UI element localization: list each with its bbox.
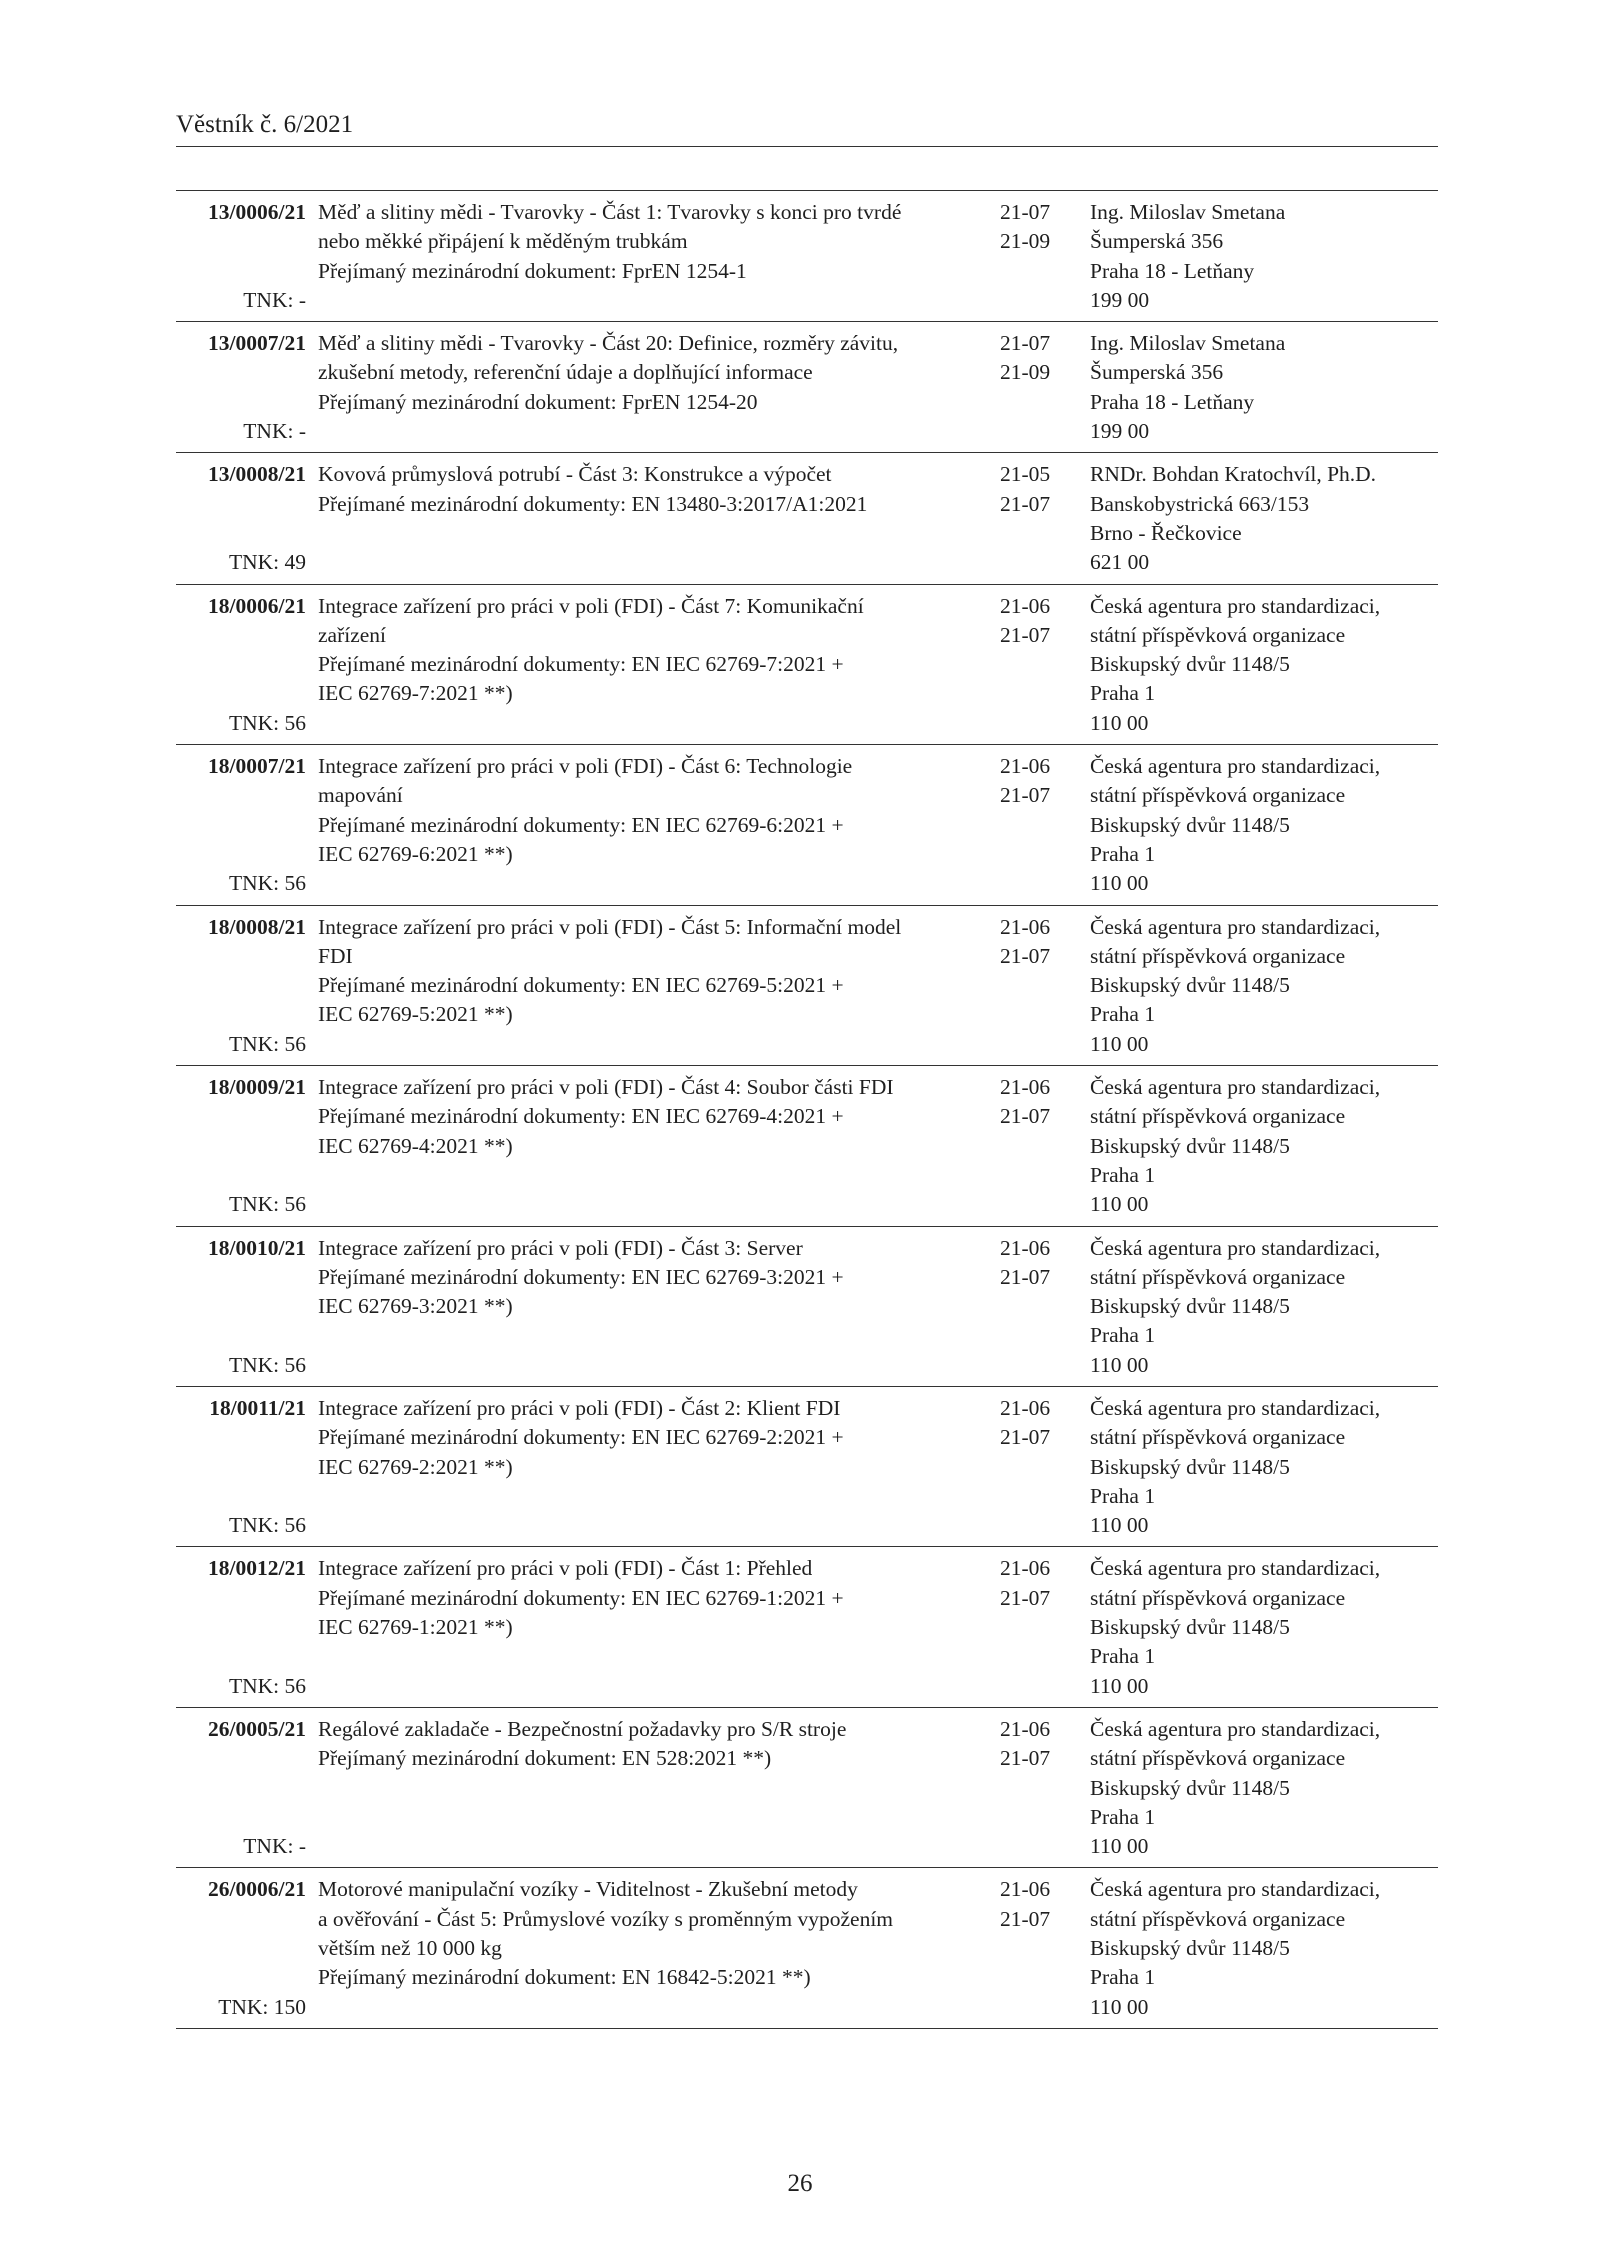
contact-line: RNDr. Bohdan Kratochvíl, Ph.D. <box>1090 462 1377 487</box>
table-row <box>176 1227 1438 1387</box>
row-identifier-cell <box>176 913 310 1059</box>
row-tnk: TNK: 49 <box>228 550 306 575</box>
row-dates-cell <box>1000 460 1090 577</box>
row-dates-cell <box>1000 1554 1090 1700</box>
row-contact-cell <box>1090 1073 1438 1219</box>
row-tnk: TNK: 56 <box>228 710 306 735</box>
description-line: Přejímané mezinárodní dokumenty: EN IEC 62769-3:2021 + <box>318 1264 844 1289</box>
description-line: Měď a slitiny mědi - Tvarovky - Část 20: Definice, rozměry závitu, <box>318 331 899 356</box>
date-value: 21-07 <box>1000 943 1051 968</box>
contact-line: Biskupský dvůr 1148/5 <box>1090 1936 1290 1961</box>
row-identifier-cell <box>176 198 310 315</box>
row-dates-cell <box>1000 752 1090 898</box>
table-row <box>176 1547 1438 1707</box>
contact-line: Česká agentura pro standardizaci, <box>1090 1395 1381 1420</box>
date-value: 21-06 <box>1000 914 1051 939</box>
table-row <box>176 1387 1438 1547</box>
description-line: Integrace zařízení pro práci v poli (FDI) - Část 7: Komunikační <box>318 593 864 618</box>
description-line: nebo měkké připájení k měděným trubkám <box>318 229 688 254</box>
date-value: 21-05 <box>1000 462 1051 487</box>
contact-line: Česká agentura pro standardizaci, <box>1090 1075 1381 1100</box>
row-number: 26/0006/21 <box>208 1877 306 1902</box>
description-line: Přejímané mezinárodní dokumenty: EN IEC 62769-4:2021 + <box>318 1104 844 1129</box>
row-tnk: TNK: 150 <box>218 1994 306 2019</box>
date-value: 21-07 <box>1000 1585 1051 1610</box>
description-line: Kovová průmyslová potrubí - Část 3: Konstrukce a výpočet <box>318 462 832 487</box>
table-row <box>176 1708 1438 1868</box>
date-value: 21-06 <box>1000 1395 1051 1420</box>
row-contact-cell <box>1090 1875 1438 2021</box>
row-description-cell <box>310 329 1000 446</box>
contact-line: Česká agentura pro standardizaci, <box>1090 1716 1381 1741</box>
date-value: 21-07 <box>1000 783 1051 808</box>
description-line: Přejímaný mezinárodní dokument: EN 16842-5:2021 **) <box>318 1965 811 1990</box>
description-line: Integrace zařízení pro práci v poli (FDI) - Část 2: Klient FDI <box>318 1395 841 1420</box>
row-description-cell <box>310 1715 1000 1861</box>
contact-line: Česká agentura pro standardizaci, <box>1090 1556 1381 1581</box>
contact-line: státní příspěvková organizace <box>1090 1264 1346 1289</box>
description-line: Přejímané mezinárodní dokumenty: EN IEC 62769-5:2021 + <box>318 973 844 998</box>
description-line: Přejímané mezinárodní dokumenty: EN 13480-3:2017/A1:2021 <box>318 491 868 516</box>
date-value: 21-06 <box>1000 754 1051 779</box>
description-line: Regálové zakladače - Bezpečnostní požadavky pro S/R stroje <box>318 1716 847 1741</box>
description-line: Integrace zařízení pro práci v poli (FDI) - Část 4: Soubor části FDI <box>318 1075 894 1100</box>
contact-line: Šumperská 356 <box>1090 229 1224 254</box>
description-line: Integrace zařízení pro práci v poli (FDI) - Část 1: Přehled <box>318 1556 813 1581</box>
description-line: Přejímané mezinárodní dokumenty: EN IEC 62769-1:2021 + <box>318 1585 844 1610</box>
contact-line: 621 00 <box>1090 550 1150 575</box>
row-dates-cell <box>1000 198 1090 315</box>
row-identifier-cell <box>176 1394 310 1540</box>
date-value: 21-07 <box>1000 331 1051 356</box>
date-value: 21-06 <box>1000 1716 1051 1741</box>
row-dates-cell <box>1000 329 1090 446</box>
contact-line: Praha 1 <box>1090 1002 1156 1027</box>
row-dates-cell <box>1000 1394 1090 1540</box>
row-description-cell <box>310 1394 1000 1540</box>
contact-line: Praha 1 <box>1090 1644 1156 1669</box>
contact-line: státní příspěvková organizace <box>1090 1585 1346 1610</box>
row-identifier-cell <box>176 752 310 898</box>
contact-line: Biskupský dvůr 1148/5 <box>1090 1294 1290 1319</box>
contact-line: Česká agentura pro standardizaci, <box>1090 1235 1381 1260</box>
table-row <box>176 1868 1438 2028</box>
contact-line: 110 00 <box>1090 1352 1149 1377</box>
table-row <box>176 322 1438 453</box>
description-line: IEC 62769-6:2021 **) <box>318 841 513 866</box>
contact-line: 110 00 <box>1090 1834 1149 1859</box>
row-identifier-cell <box>176 1073 310 1219</box>
row-dates-cell <box>1000 1073 1090 1219</box>
description-line: IEC 62769-1:2021 **) <box>318 1615 513 1640</box>
row-description-cell <box>310 1875 1000 2021</box>
contact-line: Česká agentura pro standardizaci, <box>1090 754 1381 779</box>
contact-line: Biskupský dvůr 1148/5 <box>1090 652 1290 677</box>
contact-line: 110 00 <box>1090 1513 1149 1538</box>
description-line: Přejímané mezinárodní dokumenty: EN IEC 62769-7:2021 + <box>318 652 844 677</box>
table-row <box>176 906 1438 1066</box>
description-line: Motorové manipulační vozíky - Viditelnost - Zkušební metody <box>318 1877 858 1902</box>
page-header <box>176 110 1438 147</box>
description-line: Integrace zařízení pro práci v poli (FDI) - Část 5: Informační model <box>318 914 902 939</box>
contact-line: Biskupský dvůr 1148/5 <box>1090 1133 1290 1158</box>
date-value: 21-06 <box>1000 1877 1051 1902</box>
row-contact-cell <box>1090 1715 1438 1861</box>
row-description-cell <box>310 592 1000 738</box>
contact-line: Praha 18 - Letňany <box>1090 389 1255 414</box>
row-number: 26/0005/21 <box>208 1716 306 1741</box>
row-contact-cell <box>1090 198 1438 315</box>
row-tnk: TNK: - <box>243 1834 306 1859</box>
row-tnk: TNK: 56 <box>228 1673 306 1698</box>
row-tnk: TNK: - <box>243 419 306 444</box>
row-dates-cell <box>1000 913 1090 1059</box>
contact-line: Biskupský dvůr 1148/5 <box>1090 1615 1290 1640</box>
table-row <box>176 453 1438 584</box>
contact-line: Praha 1 <box>1090 1965 1156 1990</box>
description-line: Integrace zařízení pro práci v poli (FDI) - Část 6: Technologie <box>318 754 853 779</box>
description-line: IEC 62769-7:2021 **) <box>318 681 513 706</box>
table-row <box>176 1066 1438 1226</box>
row-number: 18/0006/21 <box>208 593 306 618</box>
date-value: 21-07 <box>1000 1104 1051 1129</box>
description-line: IEC 62769-3:2021 **) <box>318 1294 513 1319</box>
row-tnk: TNK: 56 <box>228 871 306 896</box>
row-number: 13/0008/21 <box>208 462 306 487</box>
table-row <box>176 745 1438 905</box>
description-line: Přejímaný mezinárodní dokument: FprEN 1254-20 <box>318 389 758 414</box>
row-contact-cell <box>1090 1554 1438 1700</box>
row-number: 18/0008/21 <box>208 914 306 939</box>
contact-line: Česká agentura pro standardizaci, <box>1090 1877 1381 1902</box>
contact-line: Biskupský dvůr 1148/5 <box>1090 1454 1290 1479</box>
row-description-cell <box>310 460 1000 577</box>
contact-line: Banskobystrická 663/153 <box>1090 491 1310 516</box>
contact-line: 110 00 <box>1090 1192 1149 1217</box>
contact-line: Česká agentura pro standardizaci, <box>1090 914 1381 939</box>
description-line: větším než 10 000 kg <box>318 1936 502 1961</box>
row-contact-cell <box>1090 329 1438 446</box>
row-contact-cell <box>1090 592 1438 738</box>
contact-line: 199 00 <box>1090 419 1150 444</box>
row-description-cell <box>310 1073 1000 1219</box>
row-number: 18/0010/21 <box>208 1235 306 1260</box>
row-identifier-cell <box>176 1715 310 1861</box>
description-line: FDI <box>318 943 353 968</box>
journal-title: Věstník č. 6/2021 <box>176 111 354 138</box>
description-line: Přejímaný mezinárodní dokument: EN 528:2021 **) <box>318 1746 772 1771</box>
table-row <box>176 191 1438 322</box>
date-value: 21-06 <box>1000 1235 1051 1260</box>
contact-line: Praha 1 <box>1090 1162 1156 1187</box>
description-line: Přejímaný mezinárodní dokument: FprEN 1254-1 <box>318 258 747 283</box>
description-line: Přejímané mezinárodní dokumenty: EN IEC 62769-6:2021 + <box>318 812 844 837</box>
description-line: Integrace zařízení pro práci v poli (FDI) - Část 3: Server <box>318 1235 803 1260</box>
date-value: 21-06 <box>1000 593 1051 618</box>
description-line: Přejímané mezinárodní dokumenty: EN IEC 62769-2:2021 + <box>318 1425 844 1450</box>
contact-line: státní příspěvková organizace <box>1090 1104 1346 1129</box>
contact-line: Šumperská 356 <box>1090 360 1224 385</box>
row-dates-cell <box>1000 592 1090 738</box>
date-value: 21-07 <box>1000 1906 1051 1931</box>
date-value: 21-07 <box>1000 622 1051 647</box>
description-line: IEC 62769-2:2021 **) <box>318 1454 513 1479</box>
contact-line: státní příspěvková organizace <box>1090 622 1346 647</box>
row-number: 18/0011/21 <box>209 1395 306 1420</box>
description-line: a ověřování - Část 5: Průmyslové vozíky s proměnným vypožením <box>318 1906 894 1931</box>
contact-line: Praha 1 <box>1090 1483 1156 1508</box>
date-value: 21-07 <box>1000 1425 1051 1450</box>
description-line: mapování <box>318 783 403 808</box>
row-identifier-cell <box>176 1554 310 1700</box>
description-line: IEC 62769-4:2021 **) <box>318 1133 513 1158</box>
contact-line: 199 00 <box>1090 287 1150 312</box>
table-row <box>176 585 1438 745</box>
row-identifier-cell <box>176 1234 310 1380</box>
row-tnk: TNK: 56 <box>228 1192 306 1217</box>
row-identifier-cell <box>176 329 310 446</box>
row-tnk: TNK: 56 <box>228 1352 306 1377</box>
date-value: 21-07 <box>1000 1746 1051 1771</box>
row-dates-cell <box>1000 1715 1090 1861</box>
contact-line: Česká agentura pro standardizaci, <box>1090 593 1381 618</box>
row-contact-cell <box>1090 752 1438 898</box>
row-contact-cell <box>1090 1234 1438 1380</box>
description-line: zkušební metody, referenční údaje a doplňující informace <box>318 360 813 385</box>
contact-line: Biskupský dvůr 1148/5 <box>1090 1775 1290 1800</box>
contact-line: 110 00 <box>1090 1031 1149 1056</box>
row-description-cell <box>310 198 1000 315</box>
contact-line: Praha 1 <box>1090 1323 1156 1348</box>
contact-line: 110 00 <box>1090 871 1149 896</box>
contact-line: Praha 1 <box>1090 681 1156 706</box>
row-description-cell <box>310 752 1000 898</box>
description-line: IEC 62769-5:2021 **) <box>318 1002 513 1027</box>
contact-line: Biskupský dvůr 1148/5 <box>1090 973 1290 998</box>
contact-line: Ing. Miloslav Smetana <box>1090 331 1286 356</box>
contact-line: 110 00 <box>1090 710 1149 735</box>
date-value: 21-06 <box>1000 1075 1051 1100</box>
contact-line: 110 00 <box>1090 1994 1149 2019</box>
description-line: Měď a slitiny mědi - Tvarovky - Část 1: Tvarovky s konci pro tvrdé <box>318 200 902 224</box>
contact-line: Praha 18 - Letňany <box>1090 258 1255 283</box>
row-description-cell <box>310 1234 1000 1380</box>
contact-line: státní příspěvková organizace <box>1090 1906 1346 1931</box>
description-line: zařízení <box>318 622 387 647</box>
row-description-cell <box>310 913 1000 1059</box>
contact-line: Brno - Řečkovice <box>1090 520 1242 545</box>
row-number: 18/0007/21 <box>208 754 306 779</box>
contact-line: Praha 1 <box>1090 841 1156 866</box>
row-number: 18/0012/21 <box>208 1556 306 1581</box>
contact-line: Ing. Miloslav Smetana <box>1090 200 1286 224</box>
contact-line: Biskupský dvůr 1148/5 <box>1090 812 1290 837</box>
row-number: 18/0009/21 <box>208 1075 306 1100</box>
row-number: 13/0007/21 <box>208 331 306 356</box>
contact-line: státní příspěvková organizace <box>1090 1746 1346 1771</box>
row-contact-cell <box>1090 913 1438 1059</box>
contact-line: státní příspěvková organizace <box>1090 943 1346 968</box>
date-value: 21-06 <box>1000 1556 1051 1581</box>
contact-line: Praha 1 <box>1090 1804 1156 1829</box>
row-contact-cell <box>1090 1394 1438 1540</box>
row-dates-cell <box>1000 1875 1090 2021</box>
standards-table <box>176 190 1438 2029</box>
row-number: 13/0006/21 <box>208 200 306 224</box>
date-value: 21-09 <box>1000 229 1051 254</box>
row-dates-cell <box>1000 1234 1090 1380</box>
row-identifier-cell <box>176 1875 310 2021</box>
row-description-cell <box>310 1554 1000 1700</box>
page-number: 26 <box>787 2170 813 2197</box>
row-tnk: TNK: 56 <box>228 1031 306 1056</box>
date-value: 21-07 <box>1000 200 1051 224</box>
contact-line: státní příspěvková organizace <box>1090 783 1346 808</box>
contact-line: státní příspěvková organizace <box>1090 1425 1346 1450</box>
date-value: 21-07 <box>1000 1264 1051 1289</box>
date-value: 21-09 <box>1000 360 1051 385</box>
row-tnk: TNK: 56 <box>228 1513 306 1538</box>
date-value: 21-07 <box>1000 491 1051 516</box>
row-tnk: TNK: - <box>243 287 306 312</box>
row-contact-cell <box>1090 460 1438 577</box>
contact-line: 110 00 <box>1090 1673 1149 1698</box>
row-identifier-cell <box>176 592 310 738</box>
row-identifier-cell <box>176 460 310 577</box>
